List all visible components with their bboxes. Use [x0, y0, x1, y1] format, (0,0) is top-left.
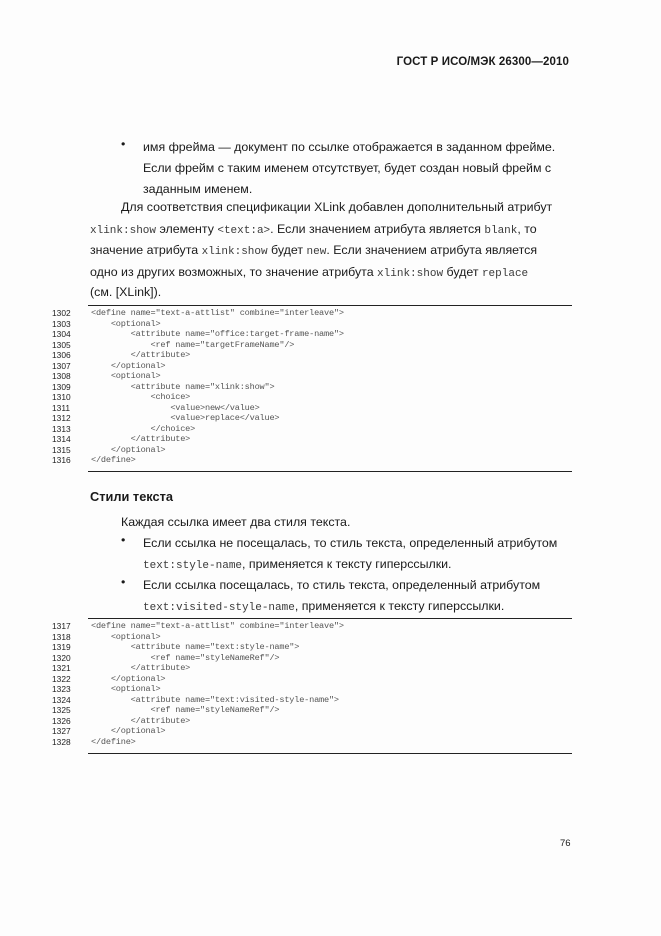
line-number: 1320	[52, 652, 71, 663]
code-text: </attribute>	[91, 715, 191, 726]
code-text: </attribute>	[91, 350, 191, 360]
section-title: Стили текста	[90, 489, 174, 504]
code-line	[52, 716, 572, 727]
line-number: 1324	[52, 694, 71, 705]
code-line	[52, 621, 572, 632]
code-bottom-rule	[88, 753, 572, 754]
bullet-line: Если ссылка не посещалась, то стиль текста, определенный атрибутом	[143, 536, 558, 550]
text-run: , применяется к тексту гиперссылки.	[294, 599, 505, 613]
code-line	[52, 632, 572, 643]
code-line	[52, 737, 572, 748]
code-line	[52, 434, 572, 445]
line-number: 1325	[52, 705, 71, 715]
code-text: <attribute name="xlink:show">	[91, 381, 275, 392]
code-line	[52, 319, 572, 330]
line-number: 1326	[52, 715, 71, 726]
line-number: 1314	[52, 434, 71, 444]
line-number: 1315	[52, 444, 71, 455]
inline-code: text:style-name	[143, 560, 243, 572]
text-run: , то	[517, 222, 537, 236]
code-text: <ref name="targetFrameName"/>	[91, 339, 295, 350]
code-listing-2	[52, 621, 572, 747]
code-text: <define name="text-a-attlist" combine="interleave">	[91, 308, 344, 318]
code-text: </optional>	[91, 726, 166, 736]
code-text: <optional>	[91, 631, 161, 642]
line-number: 1316	[52, 455, 71, 465]
bullet-line: заданным именем.	[143, 182, 253, 196]
line-number: 1317	[52, 621, 71, 631]
line-number: 1312	[52, 413, 71, 423]
bullet-line: Если фрейм с таким именем отсутствует, будет создан новый фрейм с	[143, 161, 552, 175]
code-text: <optional>	[91, 684, 161, 694]
text-run: элементу	[156, 222, 218, 236]
code-text: <attribute name="text:style-name">	[91, 642, 300, 652]
bullet-line	[143, 554, 572, 577]
code-text: <ref name="styleNameRef"/>	[91, 652, 280, 663]
paragraph-line: Каждая ссылка имеет два стиля текста.	[121, 515, 351, 529]
text-run: будет	[267, 243, 307, 257]
code-text: </define>	[91, 455, 136, 465]
code-line	[52, 371, 572, 382]
code-line	[52, 445, 572, 456]
text-run: , применяется к тексту гиперссылки.	[242, 557, 452, 571]
code-line	[52, 340, 572, 351]
inline-code: <text:a>	[217, 225, 271, 237]
standard-header: ГОСТ Р ИСО/МЭК 26300—2010	[396, 56, 569, 68]
code-bottom-rule	[88, 471, 572, 472]
line-number: 1304	[52, 329, 71, 339]
bullet-marker: •	[121, 533, 126, 547]
inline-code: xlink:show	[90, 225, 157, 237]
line-number: 1307	[52, 360, 71, 371]
code-top-rule	[88, 305, 572, 306]
code-line	[52, 382, 572, 393]
paragraph-line: Для соответствия спецификации XLink добавлен дополнительный атрибут	[121, 200, 553, 214]
code-line	[52, 695, 572, 706]
line-number: 1311	[52, 402, 71, 413]
bullet-line: имя фрейма — документ по ссылке отображается в заданном фрейме.	[143, 140, 556, 154]
inline-code: text:visited-style-name	[143, 602, 295, 614]
bullet-line	[143, 596, 572, 619]
code-line	[52, 424, 572, 435]
code-line	[52, 705, 572, 716]
code-top-rule	[88, 618, 572, 619]
line-number: 1310	[52, 392, 71, 402]
line-number: 1305	[52, 339, 71, 350]
inline-code: xlink:show	[201, 246, 268, 258]
code-text: </attribute>	[91, 434, 191, 444]
code-listing-1	[52, 308, 572, 466]
line-number: 1321	[52, 663, 71, 673]
line-number: 1323	[52, 684, 71, 694]
code-line	[52, 308, 572, 319]
code-text: </optional>	[91, 673, 166, 684]
code-line	[52, 392, 572, 403]
line-number: 1327	[52, 726, 71, 736]
code-text: </choice>	[91, 423, 196, 434]
code-text: <attribute name="office:target-frame-name">	[91, 329, 344, 339]
line-number: 1318	[52, 631, 71, 642]
code-text: </optional>	[91, 360, 166, 371]
code-text: </attribute>	[91, 663, 191, 673]
code-text: <choice>	[91, 392, 191, 402]
code-text: <optional>	[91, 318, 161, 329]
text-run: одно из других возможных, то значение атрибута	[90, 265, 378, 279]
code-line	[52, 663, 572, 674]
code-line	[52, 455, 572, 466]
code-line	[52, 350, 572, 361]
line-number: 1313	[52, 423, 71, 434]
line-number: 1306	[52, 350, 71, 360]
code-line	[52, 413, 572, 424]
line-number: 1328	[52, 736, 71, 747]
code-text: <value>new</value>	[91, 402, 260, 413]
code-line	[52, 642, 572, 653]
bullet-line: Если ссылка посещалась, то стиль текста, определенный атрибутом	[143, 578, 541, 592]
code-line	[52, 684, 572, 695]
bullet-marker: •	[121, 575, 126, 589]
code-line	[52, 726, 572, 737]
text-run: . Если значением атрибута является	[270, 222, 485, 236]
code-text: <optional>	[91, 371, 161, 381]
code-line	[52, 653, 572, 664]
code-line	[52, 329, 572, 340]
bullet-marker: •	[121, 137, 126, 151]
page-number: 76	[560, 838, 571, 849]
inline-code: replace	[481, 268, 529, 280]
line-number: 1322	[52, 673, 71, 684]
code-text: <ref name="styleNameRef"/>	[91, 705, 280, 715]
text-run: будет	[443, 265, 482, 279]
line-number: 1303	[52, 318, 71, 329]
text-run: . Если значением атрибута является	[326, 243, 538, 257]
code-line	[52, 361, 572, 372]
line-number: 1319	[52, 642, 71, 652]
code-line	[52, 674, 572, 685]
code-line	[52, 403, 572, 414]
paragraph-line	[90, 240, 572, 263]
line-number: 1308	[52, 371, 71, 381]
line-number: 1302	[52, 308, 71, 318]
text-run: значение атрибута	[90, 243, 202, 257]
inline-code: xlink:show	[377, 268, 444, 280]
code-text: </define>	[91, 736, 136, 747]
code-text: </optional>	[91, 444, 166, 455]
paragraph-line: (см. [XLink]).	[90, 285, 162, 299]
inline-code: new	[306, 246, 327, 258]
code-text: <value>replace</value>	[91, 413, 280, 423]
code-text: <define name="text-a-attlist" combine="interleave">	[91, 621, 344, 631]
paragraph-line	[90, 219, 572, 242]
code-text: <attribute name="text:visited-style-name">	[91, 694, 339, 705]
line-number: 1309	[52, 381, 71, 392]
inline-code: blank	[484, 225, 518, 237]
